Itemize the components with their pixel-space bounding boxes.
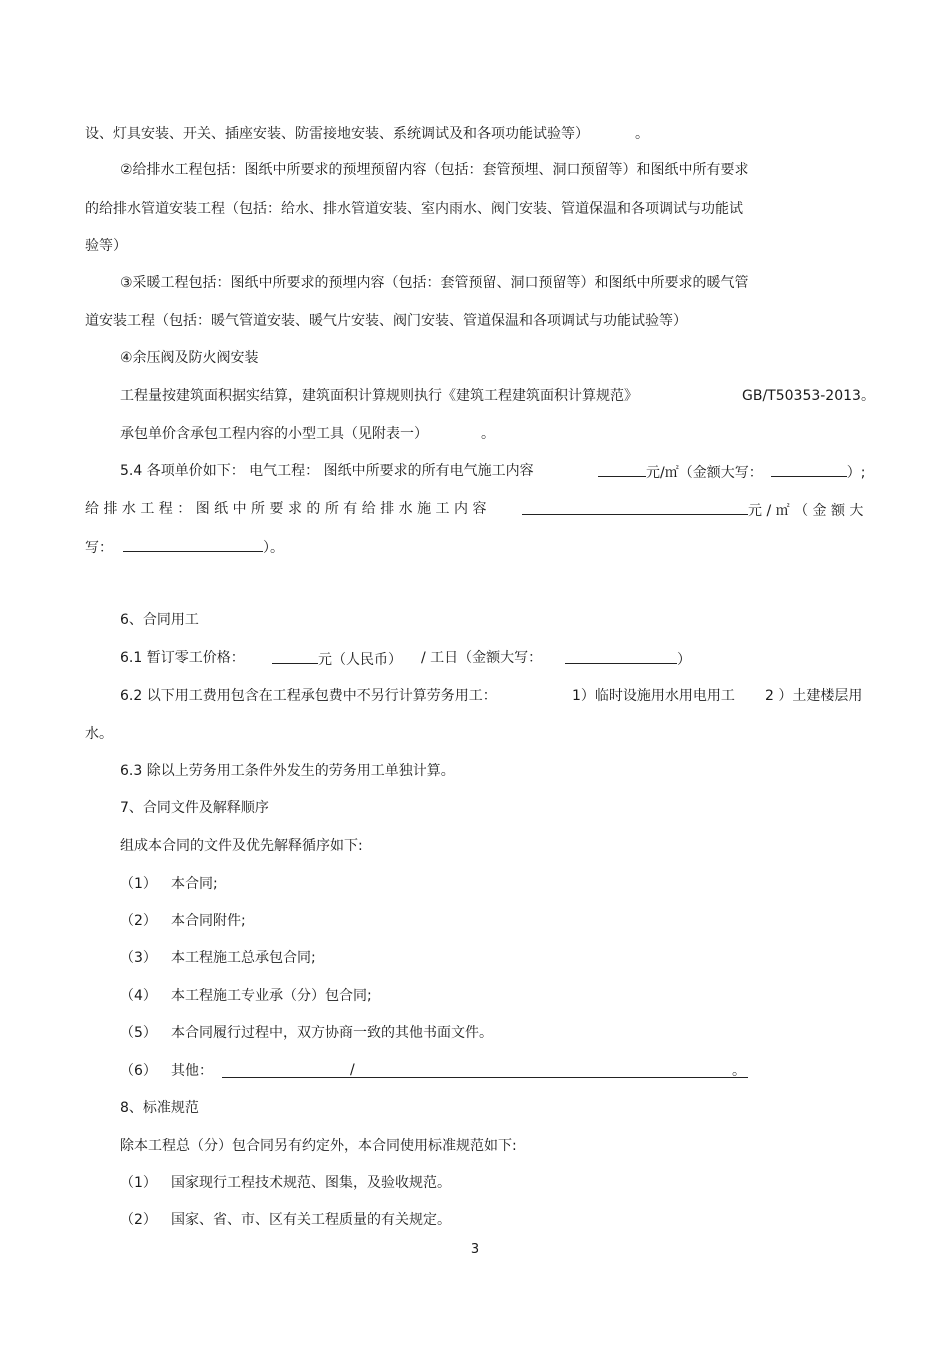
blank-field [522, 499, 748, 515]
blank-field [598, 461, 646, 477]
section-heading: 6、合同用工 [120, 612, 199, 628]
paragraph-line: 水。 [85, 726, 113, 742]
unit-price-electrical: 元/㎡（金额大写： ）; [598, 461, 865, 483]
section-heading: 8、标准规范 [120, 1100, 199, 1116]
paragraph-end-mark: 。 [732, 1063, 746, 1079]
paragraph-line: 设、灯具安装、开关、插座安装、防雷接地安装、系统调试及和各项功能试验等） 。 [85, 126, 649, 142]
paragraph-end-mark: 。 [481, 426, 495, 442]
list-item: （1） 本合同; [120, 876, 218, 892]
paragraph-line: 5.4 各项单价如下： 电气工程： 图纸中所要求的所有电气施工内容 [120, 463, 534, 479]
unit-price-plumbing: 元 / ㎡ （ 金 额 大 [522, 499, 863, 521]
paragraph-line: 道安装工程（包括：暖气管道安装、暖气片安装、阀门安装、管道保温和各项调试与功能试验等） [85, 313, 687, 329]
other-blank-line [222, 1077, 748, 1078]
other-slash: / [350, 1062, 355, 1078]
labor-price-unit: / 工日（金额大写： [421, 650, 543, 666]
labor-price-words: ） [565, 648, 691, 670]
list-item: （5） 本合同履行过程中，双方协商一致的其他书面文件。 [120, 1025, 493, 1041]
paragraph-line: ②给排水工程包括：图纸中所要求的预埋预留内容（包括：套管预埋、洞口预留等）和图纸中所有要求 [120, 162, 749, 178]
paragraph-line: 给 排 水 工 程 ： 图 纸 中 所 要 求 的 所 有 给 排 水 施 工 内 容 [85, 501, 487, 517]
paragraph-line: 1）临时设施用水用电用工 [572, 688, 735, 704]
list-item: （2） 国家、省、市、区有关工程质量的有关规定。 [120, 1212, 451, 1228]
paragraph-line: 的给排水管道安装工程（包括：给水、排水管道安装、室内雨水、阀门安装、管道保温和各项调试与功能试 [85, 201, 743, 217]
section-heading: 7、合同文件及解释顺序 [120, 800, 269, 816]
list-item: （3） 本工程施工总承包合同; [120, 950, 316, 966]
paragraph-line: 承包单价含承包工程内容的小型工具（见附表一） [120, 426, 428, 442]
labor-price: 元（人民币） [272, 648, 402, 670]
list-item: （2） 本合同附件; [120, 913, 246, 929]
blank-field [771, 461, 847, 477]
paragraph-line: 6.2 以下用工费用包含在工程承包费中不另行计算劳务用工： [120, 688, 497, 704]
blank-field [272, 648, 318, 664]
paragraph-line: 验等） [85, 238, 127, 254]
paragraph-line: 组成本合同的文件及优先解释循序如下: [120, 838, 363, 854]
paragraph-line: ④余压阀及防火阀安装 [120, 350, 259, 366]
page-number: 3 [470, 1242, 480, 1257]
paragraph-line: 6.3 除以上劳务用工条件外发生的劳务用工单独计算。 [120, 763, 455, 779]
paragraph-line: 除本工程总（分）包合同另有约定外，本合同使用标准规范如下: [120, 1138, 517, 1154]
list-item: （1） 国家现行工程技术规范、图集，及验收规范。 [120, 1175, 451, 1191]
blank-field [123, 536, 263, 552]
paragraph-line: 2 ）土建楼层用 [765, 688, 863, 704]
blank-field [565, 648, 677, 664]
paragraph-line: 6.1 暂订零工价格： [120, 650, 245, 666]
paragraph-line: ③采暖工程包括：图纸中所要求的预埋内容（包括：套管预留、洞口预留等）和图纸中所要求的暖气管 [120, 275, 749, 291]
list-item: （6） 其他： [120, 1063, 213, 1079]
standard-code: GB/T50353-2013。 [742, 388, 875, 404]
paragraph-line: 写： ）。 [85, 536, 284, 558]
paragraph-line: 工程量按建筑面积据实结算，建筑面积计算规则执行《建筑工程建筑面积计算规范》 [120, 388, 638, 404]
list-item: （4） 本工程施工专业承（分）包合同; [120, 988, 372, 1004]
